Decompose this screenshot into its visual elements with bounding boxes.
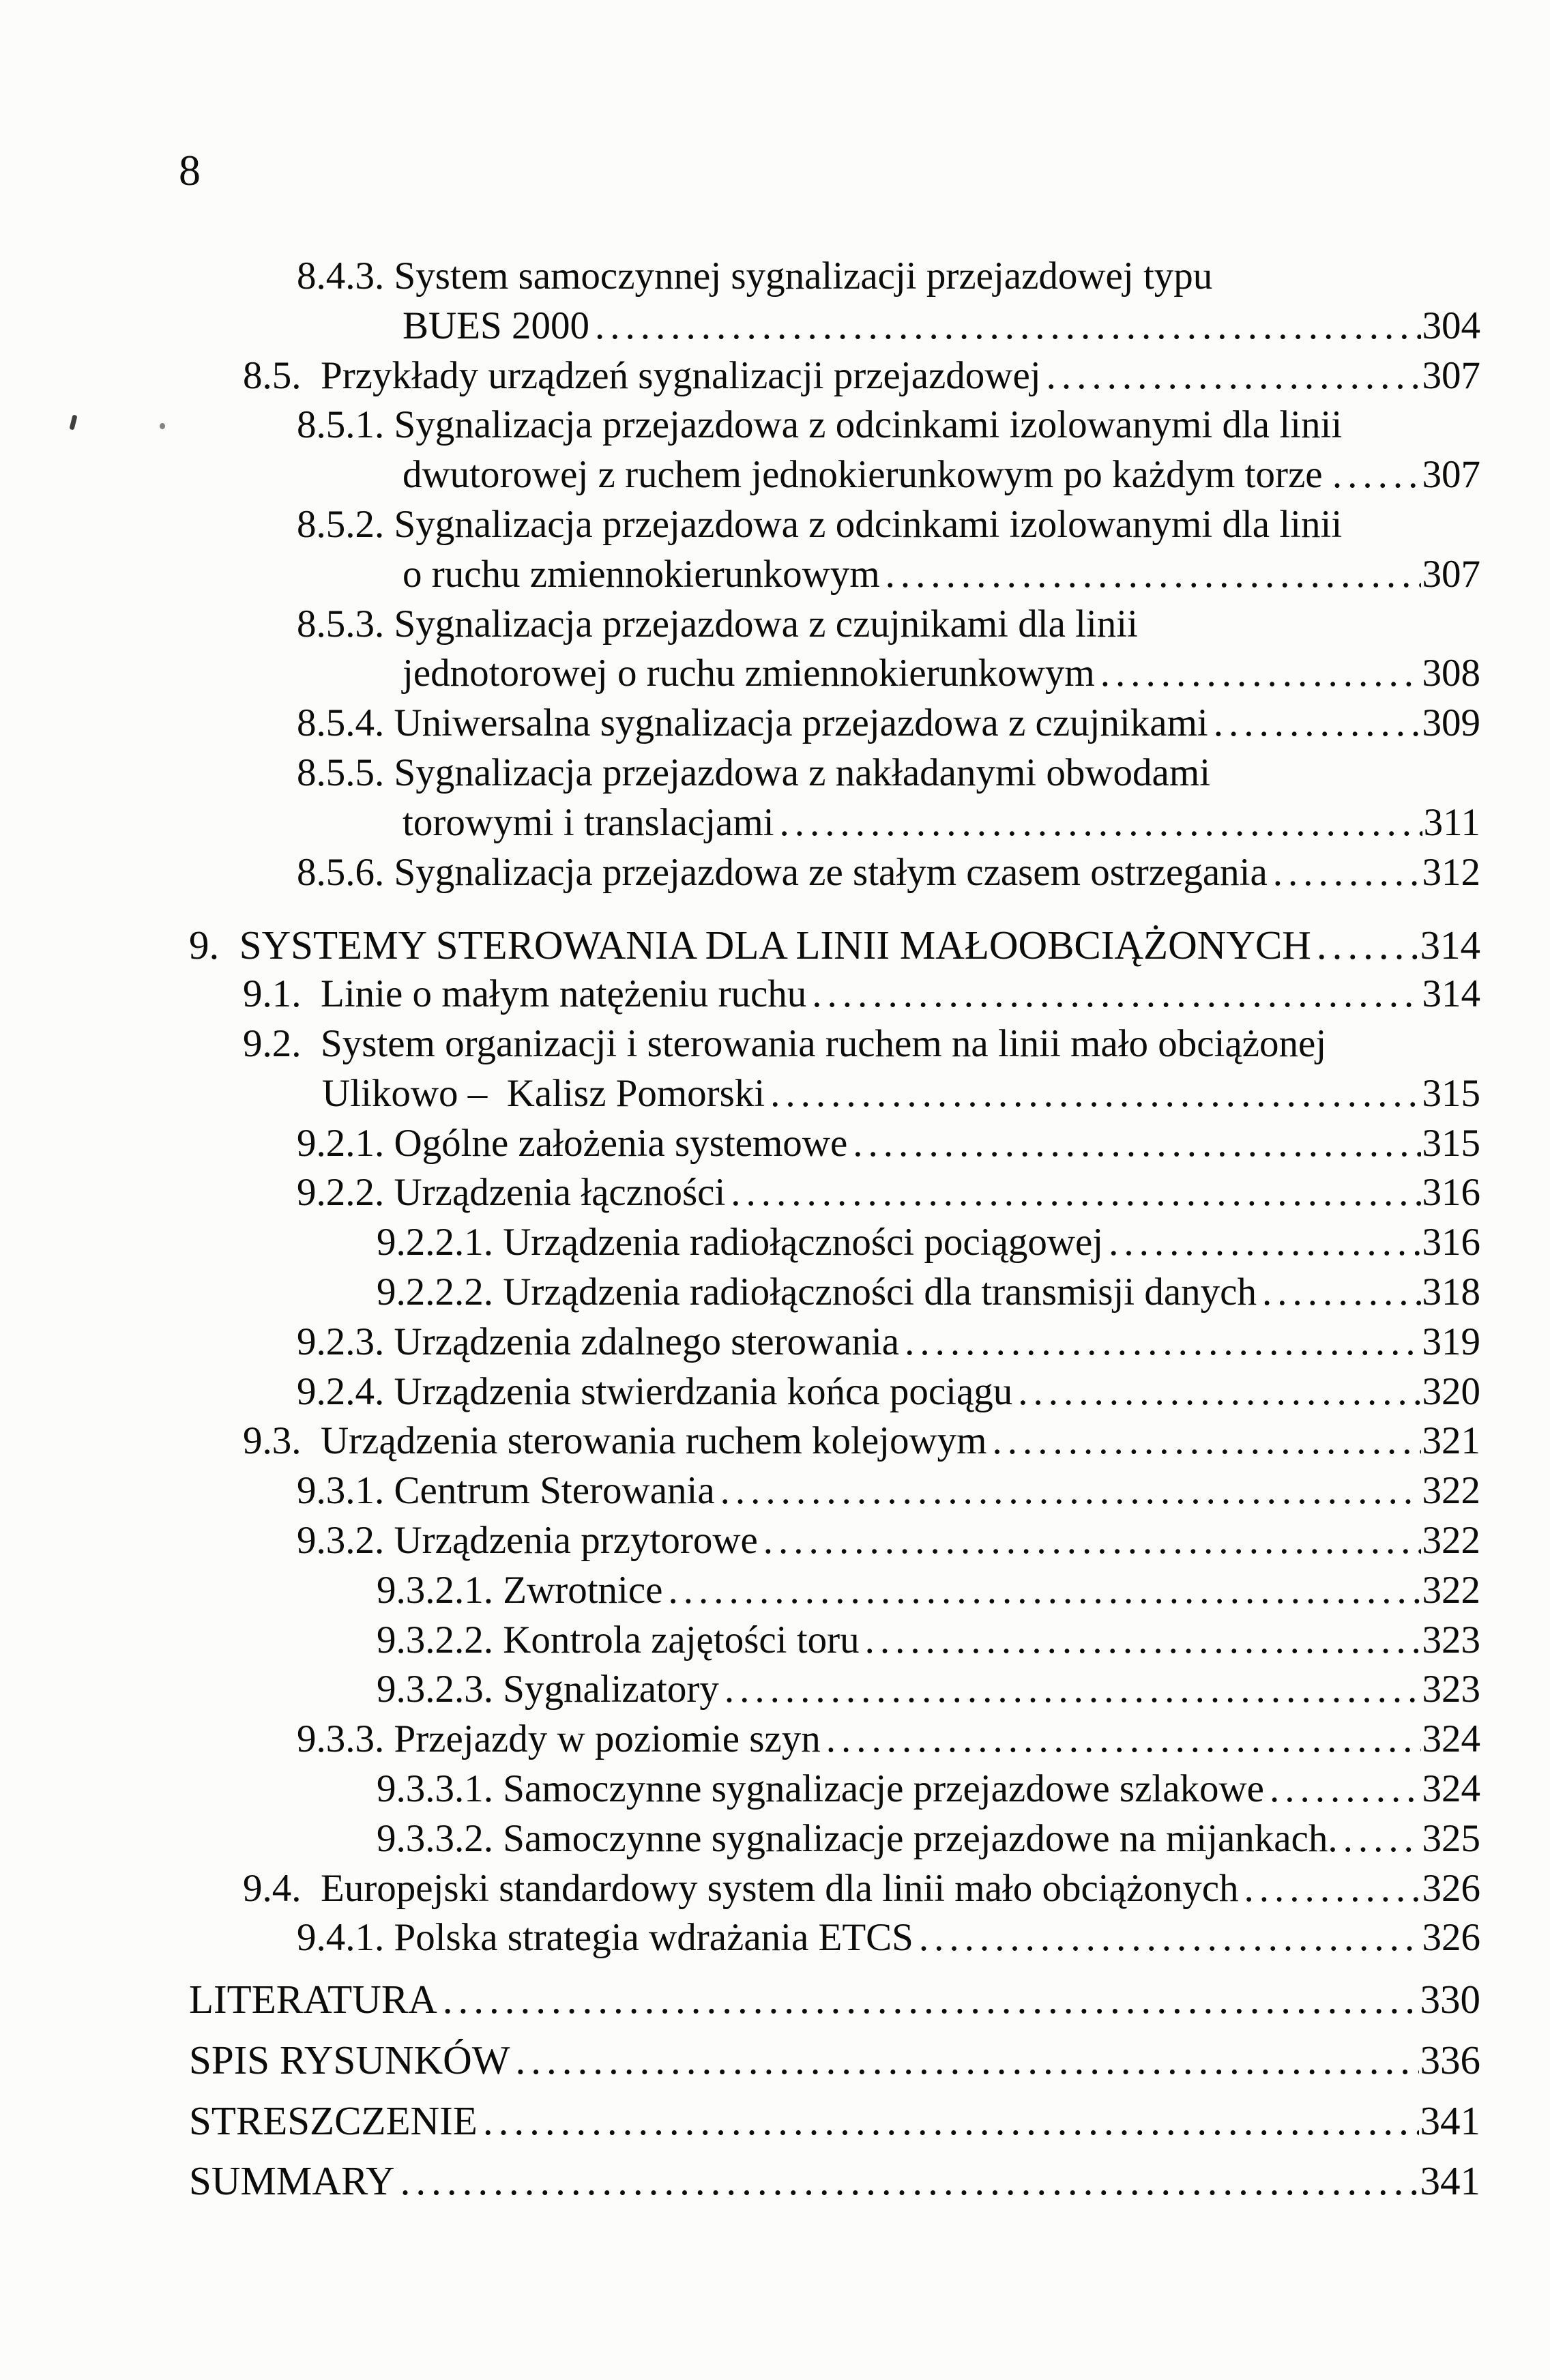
toc-page-number: 318 <box>1422 1270 1480 1314</box>
toc-line <box>0 1717 1550 1767</box>
toc-entry-text: SPIS RYSUNKÓW <box>189 2037 510 2082</box>
toc-line <box>0 751 1550 800</box>
toc-entry-text: o ruchu zmiennokierunkowym <box>403 552 880 596</box>
toc-entry-text: 8.5.5. Sygnalizacja przejazdowa z nakładanymi obwodami <box>297 751 1211 794</box>
toc-entry-text: 8.4.3. System samoczynnej sygnalizacji przejazdowej typu <box>297 255 1213 298</box>
toc-page-number: 308 <box>1422 652 1480 695</box>
toc-line <box>0 1915 1550 1965</box>
toc-entry-text: BUES 2000 <box>403 304 589 347</box>
toc-entry-text: 9.4.1. Polska strategia wdrażania ETCS <box>297 1916 913 1960</box>
dot-leader <box>595 304 1421 348</box>
dot-leader <box>812 972 1420 1016</box>
toc-entry-text: STRESZCZENIE <box>189 2098 478 2143</box>
toc-line <box>0 701 1550 751</box>
toc-entry-text: 9.2.3. Urządzenia zdalnego sterowania <box>297 1320 900 1363</box>
toc-entry-text: 9.1. Linie o małym natężeniu ruchu <box>243 972 807 1016</box>
toc-line <box>0 452 1550 502</box>
toc-page-number: 316 <box>1422 1171 1480 1215</box>
toc-entry-text: 9.3.2.2. Kontrola zajętości toru <box>377 1618 860 1661</box>
dot-leader <box>1018 1369 1420 1414</box>
dot-leader <box>886 552 1421 596</box>
dot-leader <box>1262 1270 1421 1314</box>
toc-page-number: 320 <box>1422 1369 1480 1413</box>
toc-page-number: 325 <box>1422 1816 1480 1860</box>
dot-leader <box>1047 353 1421 398</box>
toc-page-number: 323 <box>1422 1668 1480 1711</box>
toc-entry-text: 9.3.3.2. Samoczynne sygnalizacje przejazdowe na mijankach. <box>377 1816 1338 1860</box>
toc-page-number: 326 <box>1422 1916 1480 1960</box>
dot-leader <box>1244 1866 1421 1911</box>
toc-page-number: 324 <box>1422 1717 1480 1761</box>
dot-leader <box>668 1568 1420 1612</box>
toc-page-number: 341 <box>1420 2158 1480 2204</box>
toc-page-number: 322 <box>1422 1469 1480 1513</box>
dot-leader <box>780 800 1422 845</box>
toc-entry-text: dwutorowej z ruchem jednokierunkowym po każdym torze . <box>403 453 1343 497</box>
dot-leader <box>1100 651 1421 695</box>
dot-leader <box>1343 1816 1421 1861</box>
toc-line <box>0 1468 1550 1518</box>
toc-line <box>0 972 1550 1021</box>
toc-page-number: 330 <box>1420 1977 1480 2022</box>
toc-line <box>0 1518 1550 1568</box>
toc-line <box>0 2158 1550 2207</box>
toc-page-number: 316 <box>1422 1221 1480 1264</box>
toc-line <box>0 403 1550 452</box>
dot-leader <box>1347 452 1420 497</box>
dot-leader <box>443 1976 1419 2023</box>
dot-leader <box>865 1618 1421 1662</box>
dot-leader <box>725 1667 1421 1711</box>
page-number: 8 <box>179 146 201 194</box>
dot-leader <box>515 2037 1418 2084</box>
toc-entry-text: 9.3.3.1. Samoczynne sygnalizacje przejazdowe szlakowe <box>377 1767 1264 1810</box>
toc-line <box>0 1071 1550 1121</box>
toc-page-number: 314 <box>1422 972 1480 1016</box>
toc-line <box>0 1976 1550 2026</box>
toc-line <box>0 304 1550 353</box>
dot-leader <box>905 1320 1420 1364</box>
toc-page-number: 311 <box>1423 800 1480 844</box>
toc-entry-text: 9.3.2. Urządzenia przytorowe <box>297 1518 758 1562</box>
dot-leader <box>1317 922 1419 969</box>
toc-entry-text: 8.5.4. Uniwersalna sygnalizacja przejazdowa z czujnikami <box>297 701 1208 745</box>
toc-page-number: 307 <box>1422 453 1480 497</box>
toc-entry-text: 9.2.4. Urządzenia stwierdzania końca pociągu <box>297 1369 1013 1413</box>
toc-page-number: 307 <box>1422 353 1480 397</box>
toc-entry-text: 9.2.1. Ogólne założenia systemowe <box>297 1121 848 1165</box>
toc-line <box>0 651 1550 701</box>
toc-page-number: 304 <box>1422 304 1480 347</box>
dot-leader <box>770 1071 1420 1116</box>
toc-page-number: 326 <box>1422 1866 1480 1910</box>
toc-line <box>0 850 1550 900</box>
toc-line <box>0 502 1550 552</box>
toc-entry-text: 9.2.2. Urządzenia łączności <box>297 1171 726 1215</box>
toc-line <box>0 1419 1550 1468</box>
toc-line <box>0 254 1550 304</box>
toc-entry-text: torowymi i translacjami <box>403 800 774 844</box>
toc-page-number: 341 <box>1420 2098 1480 2143</box>
toc-entry-text: 9.2.2.2. Urządzenia radiołączności dla transmisji danych <box>377 1270 1257 1314</box>
dot-leader <box>1273 850 1421 895</box>
toc-line <box>0 1568 1550 1618</box>
toc-line <box>0 1866 1550 1916</box>
toc-line <box>0 922 1550 972</box>
dot-leader <box>853 1121 1420 1165</box>
toc-line <box>0 1021 1550 1071</box>
toc-line <box>0 2098 1550 2147</box>
toc-entry-text: 8.5.3. Sygnalizacja przejazdowa z czujnikami dla linii <box>297 602 1138 645</box>
dot-leader <box>483 2098 1419 2145</box>
toc-entry-text: 9.2.2.1. Urządzenia radiołączności pociągowej <box>377 1221 1104 1264</box>
toc-line <box>0 1121 1550 1171</box>
dot-leader <box>1214 701 1421 745</box>
toc-page-number: 312 <box>1422 850 1480 894</box>
dot-leader <box>720 1468 1421 1513</box>
toc-line <box>0 1320 1550 1369</box>
dot-leader <box>993 1419 1421 1463</box>
toc-page-number: 314 <box>1420 923 1480 968</box>
dot-leader <box>1270 1767 1421 1811</box>
toc-line <box>0 1220 1550 1270</box>
dot-leader <box>763 1518 1421 1563</box>
toc-page-number: 315 <box>1422 1121 1480 1165</box>
toc-entry-text: 9.3.3. Przejazdy w poziomie szyn <box>297 1717 821 1761</box>
toc-page-number: 322 <box>1422 1568 1480 1612</box>
toc-page-number: 307 <box>1422 552 1480 596</box>
toc-line <box>0 1369 1550 1419</box>
dot-leader <box>1109 1220 1420 1264</box>
toc-entry-text: 9.3.2.3. Sygnalizatory <box>377 1668 719 1711</box>
toc-line <box>0 1816 1550 1866</box>
toc-line <box>0 602 1550 652</box>
toc-page-number: 323 <box>1422 1618 1480 1661</box>
dot-leader <box>826 1717 1421 1761</box>
toc-page-number: 324 <box>1422 1767 1480 1810</box>
toc-page-number: 336 <box>1420 2037 1480 2082</box>
toc-entry-text: 9.3.1. Centrum Sterowania <box>297 1469 715 1513</box>
toc-line <box>0 552 1550 602</box>
toc-entry-text: 8.5.6. Sygnalizacja przejazdowa ze stałym czasem ostrzegania <box>297 850 1268 894</box>
toc-entry-text: 8.5.1. Sygnalizacja przejazdowa z odcinkami izolowanymi dla linii <box>297 403 1343 447</box>
toc-line <box>0 1270 1550 1320</box>
toc-entry-text: 9.3.2.1. Zwrotnice <box>377 1568 663 1612</box>
toc-page-number: 322 <box>1422 1518 1480 1562</box>
toc-entry-text: jednotorowej o ruchu zmiennokierunkowym <box>403 652 1095 695</box>
toc-entry-text: LITERATURA <box>189 1977 437 2022</box>
dot-leader <box>400 2158 1419 2205</box>
toc-line <box>0 1618 1550 1668</box>
dot-leader <box>731 1170 1420 1215</box>
toc-entry-text: 9. SYSTEMY STEROWANIA DLA LINII MAŁOOBCIĄŻONYCH <box>189 923 1311 968</box>
table-of-contents <box>0 254 1550 2207</box>
toc-line <box>0 800 1550 850</box>
toc-entry-text: 8.5. Przykłady urządzeń sygnalizacji przejazdowej <box>243 353 1041 397</box>
toc-line <box>0 1170 1550 1220</box>
toc-entry-text: 9.4. Europejski standardowy system dla linii mało obciążonych <box>243 1866 1239 1910</box>
toc-line <box>0 1767 1550 1816</box>
toc-page-number: 319 <box>1422 1320 1480 1363</box>
toc-page-number: 315 <box>1422 1071 1480 1115</box>
toc-entry-text: 9.3. Urządzenia sterowania ruchem kolejowym <box>243 1419 987 1463</box>
toc-line <box>0 353 1550 403</box>
toc-entry-text: Ulikowo – Kalisz Pomorski <box>322 1071 765 1115</box>
toc-page-number: 321 <box>1422 1419 1480 1463</box>
toc-line <box>0 1667 1550 1717</box>
toc-line <box>0 2037 1550 2087</box>
toc-entry-text: 8.5.2. Sygnalizacja przejazdowa z odcinkami izolowanymi dla linii <box>297 502 1343 546</box>
toc-entry-text: SUMMARY <box>189 2158 395 2204</box>
dot-leader <box>919 1915 1421 1960</box>
toc-page-number: 309 <box>1422 701 1480 745</box>
toc-entry-text: 9.2. System organizacji i sterowania ruchem na linii mało obciążonej <box>243 1021 1327 1065</box>
